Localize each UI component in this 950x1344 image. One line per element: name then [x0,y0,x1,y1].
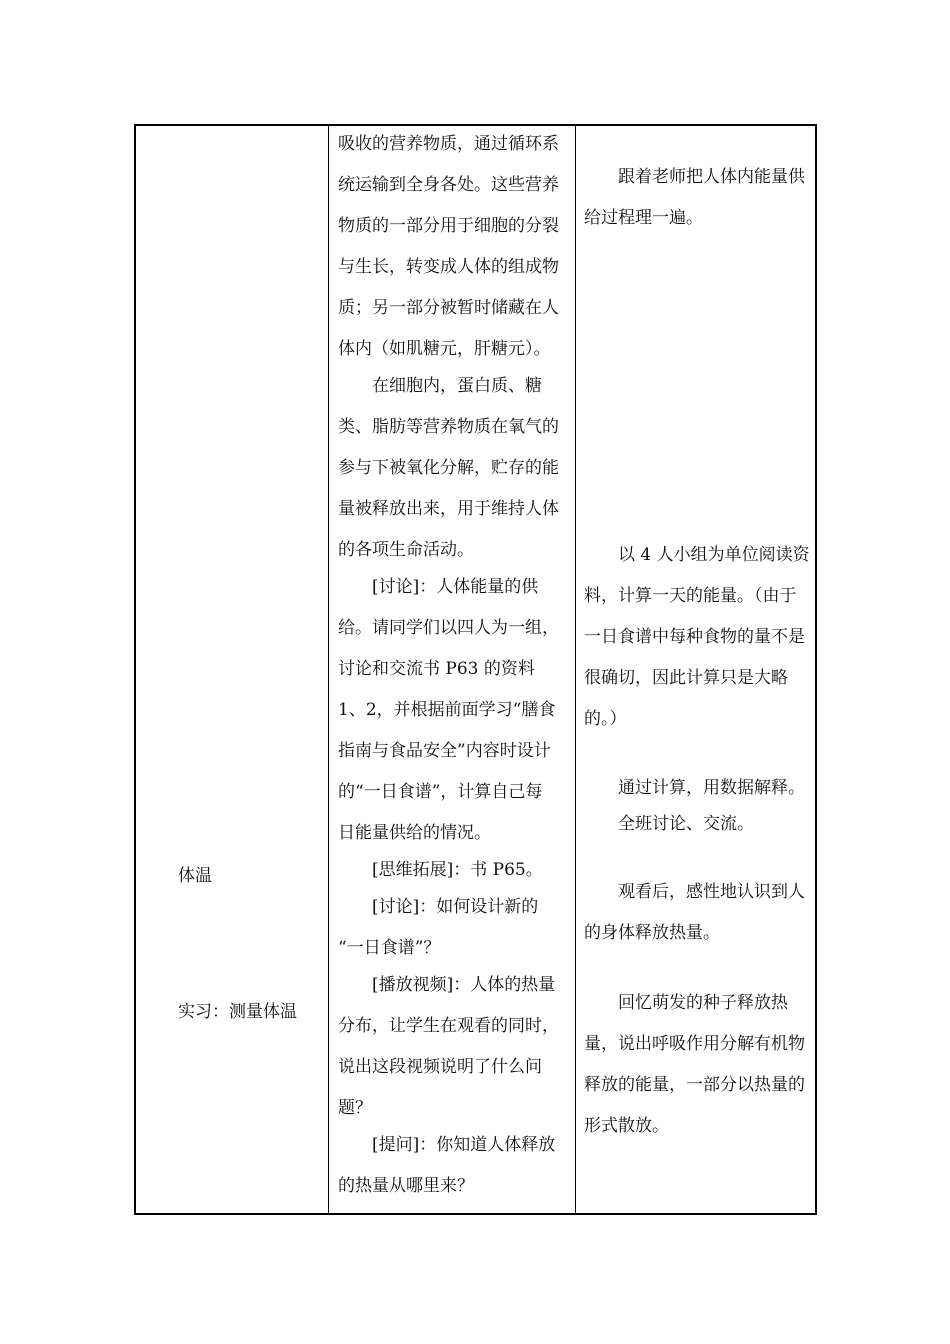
teacher-text-line: “一日食谱”？ [338,938,441,958]
teacher-text-line: 的各项生命活动。 [338,540,474,560]
teacher-text-line: 统运输到全身各处。这些营养 [338,175,559,195]
teacher-text-line: 给。请同学们以四人为一组， [338,618,559,638]
teacher-text-line: 讨论和交流书 P63 的资料 [338,659,535,679]
teacher-text-line: 的热量从哪里来？ [338,1176,474,1196]
student-text-line: 的身体释放热量。 [584,923,720,943]
teacher-text-line: 分布，让学生在观看的同时， [338,1016,559,1036]
student-text-line: 形式散放。 [584,1116,669,1136]
teacher-text-line: 吸收的营养物质，通过循环系 [338,134,559,154]
student-text-line: 通过计算，用数据解释。 [618,778,805,798]
topic-text: 体温 [178,866,212,886]
student-text-line: 量，说出呼吸作用分解有机物 [584,1034,805,1054]
teacher-text-line: [提问]：你知道人体释放 [372,1135,556,1155]
teacher-text-line: 题？ [338,1098,372,1118]
teacher-text-line: 1、2，并根据前面学习“膳食 [338,700,556,720]
student-text-line: 观看后，感性地认识到人 [618,882,805,902]
teacher-text-line: [播放视频]：人体的热量 [372,975,556,995]
teacher-text-line: 的“一日食谱”，计算自己每 [338,782,543,802]
student-text-line: 以 4 人小组为单位阅读资 [618,545,810,565]
teacher-text-line: 与生长，转变成人体的组成物 [338,257,559,277]
teacher-text-line: 量被释放出来，用于维持人体 [338,499,559,519]
teacher-text-line: [讨论]：人体能量的供 [372,577,539,597]
student-text-line: 全班讨论、交流。 [618,814,754,834]
student-text-line: 跟着老师把人体内能量供 [618,167,805,187]
teacher-text-line: 参与下被氧化分解，贮存的能 [338,458,559,478]
student-text-line: 回忆萌发的种子释放热 [618,993,788,1013]
student-text-line: 的。） [584,709,627,729]
lesson-table [134,124,817,1215]
teacher-text-line: 物质的一部分用于细胞的分裂 [338,216,559,236]
teacher-activity-column [329,126,575,1213]
student-text-line: 释放的能量，一部分以热量的 [584,1075,805,1095]
teacher-text-line: 指南与食品安全”内容时设计 [338,741,551,761]
student-activity-column [576,126,815,1213]
topic-column [136,126,328,1213]
teacher-text-line: [思维拓展]：书 P65。 [372,860,543,880]
teacher-text-line: 说出这段视频说明了什么问 [338,1057,542,1077]
teacher-text-line: 在细胞内，蛋白质、糖 [372,376,542,396]
student-text-line: 很确切，因此计算只是大略 [584,668,788,688]
student-text-line: 一日食谱中每种食物的量不是 [584,627,805,647]
topic-text: 实习：测量体温 [178,1002,297,1022]
student-text-line: 料，计算一天的能量。（由于 [584,586,797,606]
teacher-text-line: 体内（如肌糖元，肝糖元）。 [338,339,551,359]
teacher-text-line: 类、脂肪等营养物质在氧气的 [338,417,559,437]
student-text-line: 给过程理一遍。 [584,208,703,228]
teacher-text-line: 质；另一部分被暂时储藏在人 [338,298,559,318]
teacher-text-line: [讨论]：如何设计新的 [372,897,539,917]
teacher-text-line: 日能量供给的情况。 [338,823,491,843]
